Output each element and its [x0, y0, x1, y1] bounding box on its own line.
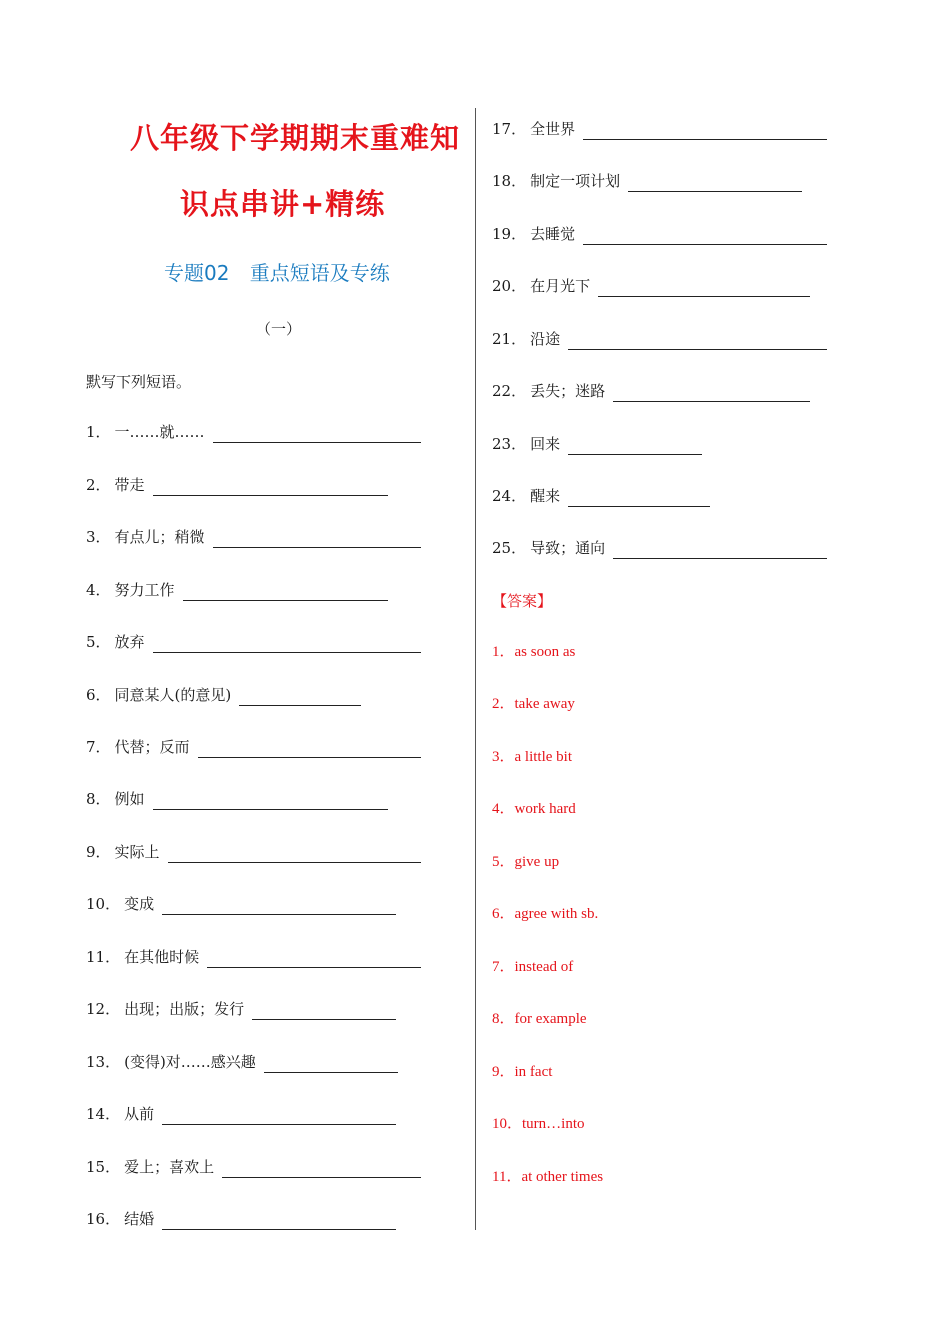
- question-item: [86, 474, 388, 496]
- question-item: [86, 684, 361, 706]
- question-text: 带走: [114, 476, 145, 494]
- question-item: [492, 328, 827, 350]
- question-item: [86, 998, 396, 1020]
- answer-blank[interactable]: [153, 479, 388, 496]
- answer-heading: 【答案】: [492, 592, 553, 610]
- answer-item: 11．at other times: [492, 1169, 604, 1185]
- answer-item: 7．instead of: [492, 959, 574, 975]
- question-text: 有点儿；稍微: [114, 528, 205, 546]
- answer-blank[interactable]: [153, 636, 421, 653]
- question-text: 沿途: [530, 330, 561, 348]
- question-item: [86, 788, 388, 810]
- answer-blank[interactable]: [162, 1213, 396, 1230]
- answer-blank[interactable]: [213, 531, 421, 548]
- subtitle: 专题02 重点短语及专练: [164, 261, 390, 285]
- question-number: 17．: [492, 120, 527, 138]
- answer-item: 5．give up: [492, 854, 560, 870]
- question-text: 一……就……: [114, 423, 205, 441]
- question-number: 19．: [492, 225, 527, 243]
- question-text: 导致；通向: [530, 539, 606, 557]
- question-item: [492, 118, 827, 140]
- question-item: [86, 736, 421, 758]
- question-item: [86, 526, 421, 548]
- question-item: [492, 433, 702, 455]
- answer-item: 8．for example: [492, 1011, 587, 1027]
- question-number: 6．: [86, 686, 111, 704]
- question-text: 去睡觉: [530, 225, 576, 243]
- answer-blank[interactable]: [198, 741, 421, 758]
- question-number: 21．: [492, 330, 527, 348]
- question-text: 放弃: [114, 633, 145, 651]
- question-item: [492, 537, 827, 559]
- answer-blank[interactable]: [207, 951, 421, 968]
- question-text: 结婚: [124, 1210, 155, 1228]
- answer-item: 1．as soon as: [492, 644, 576, 660]
- question-number: 2．: [86, 476, 111, 494]
- answer-blank[interactable]: [264, 1056, 398, 1073]
- question-text: 制定一项计划: [530, 172, 621, 190]
- answer-item: 4．work hard: [492, 801, 576, 817]
- question-item: [492, 170, 802, 192]
- answer-blank[interactable]: [222, 1161, 421, 1178]
- question-number: 4．: [86, 581, 111, 599]
- question-number: 3．: [86, 528, 111, 546]
- question-text: 在月光下: [530, 277, 591, 295]
- answer-blank[interactable]: [153, 793, 388, 810]
- answer-blank[interactable]: [613, 542, 827, 559]
- question-number: 12．: [86, 1000, 121, 1018]
- question-item: [86, 1156, 421, 1178]
- question-text: 全世界: [530, 120, 576, 138]
- answer-blank[interactable]: [613, 385, 810, 402]
- question-item: [492, 223, 827, 245]
- answer-item: 9．in fact: [492, 1064, 553, 1080]
- answer-blank[interactable]: [568, 490, 710, 507]
- question-text: 丢失；迷路: [530, 382, 606, 400]
- title-line-2: 识点串讲+精练: [180, 187, 386, 221]
- question-number: 11．: [86, 948, 121, 966]
- question-text: (变得)对……感兴趣: [124, 1053, 256, 1071]
- answer-item: 10．turn…into: [492, 1116, 585, 1132]
- answer-blank[interactable]: [162, 898, 396, 915]
- question-text: 回来: [530, 435, 561, 453]
- answer-item: 2．take away: [492, 696, 575, 712]
- question-text: 实际上: [114, 843, 160, 861]
- question-item: [86, 1051, 398, 1073]
- answer-blank[interactable]: [628, 175, 802, 192]
- question-item: [86, 841, 421, 863]
- question-text: 努力工作: [114, 581, 175, 599]
- question-text: 代替；反而: [114, 738, 190, 756]
- question-item: [86, 946, 421, 968]
- question-item: [86, 893, 396, 915]
- question-number: 22．: [492, 382, 527, 400]
- answer-blank[interactable]: [598, 280, 810, 297]
- answer-blank[interactable]: [239, 689, 361, 706]
- answer-blank[interactable]: [168, 846, 421, 863]
- question-text: 醒来: [530, 487, 561, 505]
- question-text: 例如: [114, 790, 145, 808]
- answer-item: 3．a little bit: [492, 749, 572, 765]
- instruction: 默写下列短语。: [86, 373, 192, 391]
- answer-blank[interactable]: [568, 438, 702, 455]
- question-item: [492, 380, 810, 402]
- question-number: 15．: [86, 1158, 121, 1176]
- question-number: 1．: [86, 423, 111, 441]
- question-number: 14．: [86, 1105, 121, 1123]
- question-item: [86, 579, 388, 601]
- answer-blank[interactable]: [183, 584, 388, 601]
- question-number: 23．: [492, 435, 527, 453]
- question-text: 出现；出版；发行: [124, 1000, 245, 1018]
- question-text: 从前: [124, 1105, 155, 1123]
- column-divider: [475, 108, 476, 1230]
- question-item: [86, 421, 421, 443]
- answer-blank[interactable]: [162, 1108, 396, 1125]
- question-text: 变成: [124, 895, 155, 913]
- question-item: [492, 485, 710, 507]
- question-number: 9．: [86, 843, 111, 861]
- question-number: 24．: [492, 487, 527, 505]
- question-item: [86, 631, 421, 653]
- question-number: 25．: [492, 539, 527, 557]
- section-label: （一）: [256, 320, 302, 338]
- answer-blank[interactable]: [252, 1003, 396, 1020]
- question-number: 16．: [86, 1210, 121, 1228]
- question-number: 18．: [492, 172, 527, 190]
- question-text: 爱上；喜欢上: [124, 1158, 215, 1176]
- answer-item: 6．agree with sb.: [492, 906, 599, 922]
- question-number: 13．: [86, 1053, 121, 1071]
- answer-blank[interactable]: [213, 426, 421, 443]
- question-text: 在其他时候: [124, 948, 200, 966]
- question-item: [86, 1208, 396, 1230]
- question-item: [86, 1103, 396, 1125]
- question-number: 20．: [492, 277, 527, 295]
- question-number: 8．: [86, 790, 111, 808]
- question-number: 10．: [86, 895, 121, 913]
- answer-blank[interactable]: [568, 333, 827, 350]
- title-line-1: 八年级下学期期末重难知: [130, 121, 461, 155]
- answer-blank[interactable]: [583, 228, 827, 245]
- question-number: 5．: [86, 633, 111, 651]
- answer-blank[interactable]: [583, 123, 827, 140]
- question-text: 同意某人(的意见): [114, 686, 232, 704]
- question-number: 7．: [86, 738, 111, 756]
- question-item: [492, 275, 810, 297]
